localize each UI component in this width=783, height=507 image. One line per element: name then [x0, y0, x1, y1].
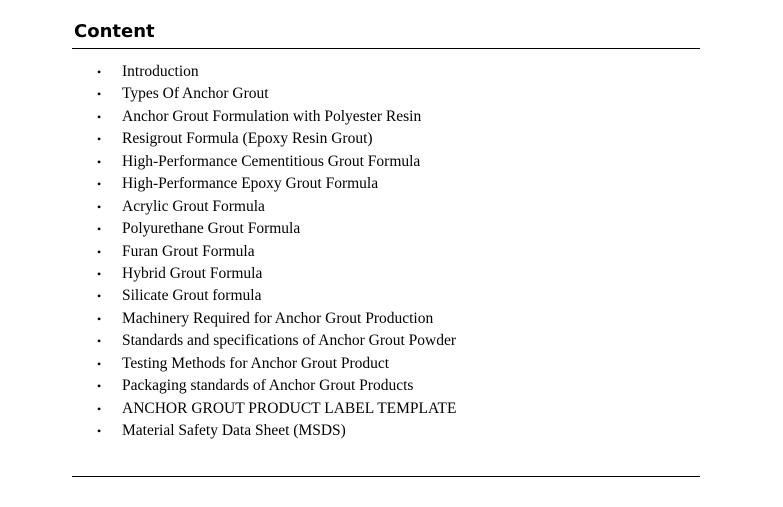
bullet-icon: •: [97, 289, 102, 304]
section-heading: Content: [74, 21, 155, 42]
list-item: [0, 61, 700, 83]
heading-underline: [72, 48, 700, 49]
bullet-icon: •: [97, 222, 102, 237]
list-item-label: Polyurethane Grout Formula: [122, 220, 301, 238]
bullet-icon: •: [97, 154, 102, 169]
list-item-label: Introduction: [122, 63, 199, 80]
list-item: [0, 330, 700, 352]
list-item-label: Testing Methods for Anchor Grout Product: [122, 354, 390, 372]
bullet-icon: •: [97, 356, 102, 371]
bullet-icon: •: [97, 199, 102, 214]
list-item-label: Packaging standards of Anchor Grout Products: [122, 377, 414, 395]
list-item-label: Anchor Grout Formulation with Polyester Resin: [122, 107, 422, 125]
list-item: [0, 285, 700, 307]
list-item: [0, 83, 700, 105]
list-item: [0, 218, 700, 240]
bullet-icon: •: [97, 334, 102, 349]
list-item-label: Silicate Grout formula: [122, 287, 262, 305]
list-item: [0, 375, 700, 397]
bullet-icon: •: [97, 87, 102, 102]
bullet-icon: •: [97, 379, 102, 394]
bullet-icon: •: [97, 424, 102, 438]
list-item-label: Acrylic Grout Formula: [122, 197, 265, 215]
list-item-label: High-Performance Cementitious Grout Formula: [122, 152, 421, 170]
list-item: [0, 196, 700, 218]
bullet-icon: •: [97, 244, 102, 259]
list-item: [0, 128, 700, 150]
list-item-label: Types Of Anchor Grout: [122, 85, 269, 103]
footer-rule: [72, 476, 700, 477]
list-item-label: Resigrout Formula (Epoxy Resin Grout): [122, 130, 373, 148]
bullet-icon: •: [97, 109, 102, 124]
list-item-label: Standards and specifications of Anchor Grout Powder: [122, 332, 457, 350]
list-item-label: Hybrid Grout Formula: [122, 264, 263, 282]
list-item: [0, 308, 700, 330]
bullet-icon: •: [97, 65, 102, 79]
list-item-label: Machinery Required for Anchor Grout Production: [122, 309, 434, 327]
bullet-icon: •: [97, 177, 102, 192]
list-item-label: Material Safety Data Sheet (MSDS): [122, 422, 346, 439]
list-item-label: Furan Grout Formula: [122, 242, 255, 260]
list-item-label: ANCHOR GROUT PRODUCT LABEL TEMPLATE: [122, 399, 457, 417]
list-item: [0, 173, 700, 195]
list-item: [0, 151, 700, 173]
list-item: [0, 241, 700, 263]
list-item: [0, 263, 700, 285]
contents-list: [0, 61, 700, 442]
bullet-icon: •: [97, 132, 102, 147]
bullet-icon: •: [97, 401, 102, 416]
list-item: [0, 420, 700, 442]
list-item: [0, 398, 700, 420]
list-item: [0, 106, 700, 128]
list-item-label: High-Performance Epoxy Grout Formula: [122, 175, 379, 193]
list-item: [0, 353, 700, 375]
bullet-icon: •: [97, 266, 102, 281]
bullet-icon: •: [97, 311, 102, 326]
